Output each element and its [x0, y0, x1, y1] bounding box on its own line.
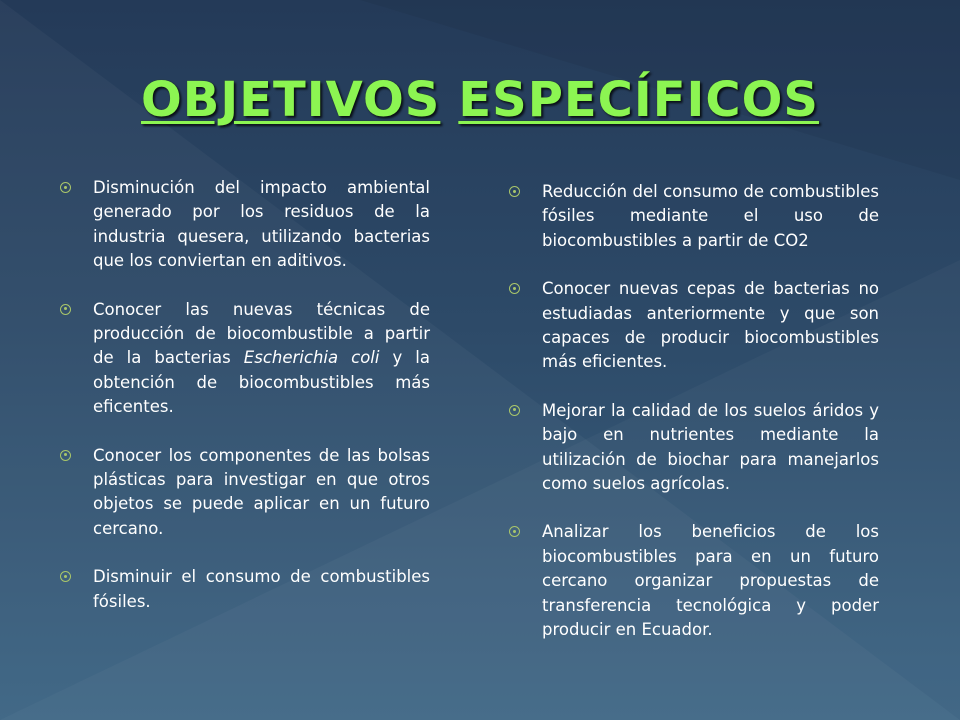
list-item-italic: Escherichia coli [243, 348, 380, 368]
list-item-text: Mejorar la calidad de los suelos áridos y bajo en nutrientes mediante la utilización de biochar para manejarlos como suelos agrícolas. [542, 400, 879, 494]
list-item [60, 298, 430, 420]
list-item [60, 176, 430, 274]
list-item [509, 180, 879, 253]
list-item [509, 399, 879, 497]
list-item-text: Disminuir el consumo de combustibles fósiles. [93, 567, 430, 611]
circle-bullet-icon [60, 571, 71, 582]
list-item-text: Disminución del impacto ambiental generado por los residuos de la industria quesera, utilizando bacterias que los conviertan en aditivos. [93, 178, 430, 271]
list-item-text: Analizar los beneficios de los biocombustibles para en un futuro cercano organizar propuestas de transferencia tecnológica y poder producir en Ecuador. [542, 522, 879, 640]
list-item-text: Conocer los componentes de las bolsas plásticas para investigar en que otros objetos se puede aplicar en un futuro cercano. [93, 445, 430, 538]
circle-bullet-icon [60, 304, 71, 315]
page-title [0, 70, 960, 130]
list-item [60, 565, 430, 614]
right-column [509, 180, 879, 667]
circle-bullet-icon [509, 283, 520, 294]
list-item-text-before: Conocer las nuevas técnicas de producción de biocombustible a partir de la bacterias [93, 299, 430, 368]
list-item [60, 444, 430, 542]
list-item-text: Reducción del consumo de combustibles fósiles mediante el uso de biocombustibles a partir de CO2 [542, 182, 879, 250]
left-column [60, 176, 430, 638]
title-word-2: ESPECÍFICOS [458, 72, 819, 128]
list-item-text: Conocer nuevas cepas de bacterias no estudiadas anteriormente y que son capaces de producir biocombustibles más eficientes. [542, 279, 879, 372]
circle-bullet-icon [509, 186, 520, 197]
circle-bullet-icon [60, 450, 71, 461]
list-item [509, 520, 879, 642]
list-item [509, 277, 879, 375]
circle-bullet-icon [509, 405, 520, 416]
list-item-text-after: y la obtención de biocombustibles más eficentes. [93, 348, 431, 417]
circle-bullet-icon [60, 182, 71, 193]
circle-bullet-icon [509, 526, 520, 537]
title-word-1: OBJETIVOS [141, 72, 441, 128]
